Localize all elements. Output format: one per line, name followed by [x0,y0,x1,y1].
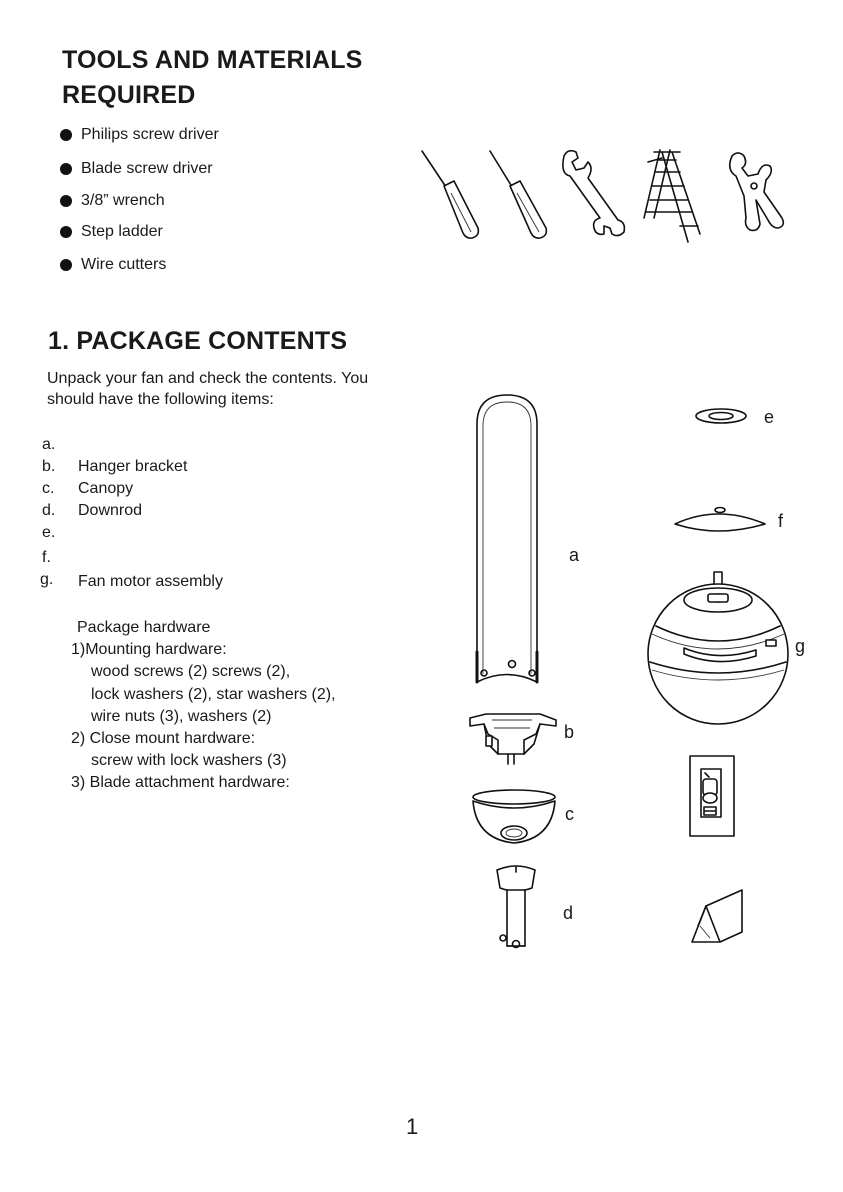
bullet-icon [60,163,72,175]
page-number: 1 [406,1114,419,1139]
part-label-d: d [563,903,574,923]
part-label-b: b [564,722,575,742]
wire-cutters-icon [730,153,784,230]
hardware-line: screw with lock washers (3) [91,752,287,769]
item-letter: b. [42,458,56,475]
hardware-line: lock washers (2), star washers (2), [91,686,336,703]
cover-plate-icon [672,500,772,540]
part-label-e: e [764,407,775,427]
item-text: Downrod [78,502,143,519]
philips-screwdriver-icon [422,151,478,238]
item-letter: e. [42,524,56,541]
canopy-icon [470,787,560,847]
part-label-c: c [565,804,574,824]
hardware-line: 1)Mounting hardware: [71,641,227,658]
package-contents-title: 1. PACKAGE CONTENTS [48,327,348,355]
hardware-line: 3) Blade attachment hardware: [71,774,290,791]
tool-item: Wire cutters [81,256,167,273]
downrod-icon [494,862,544,957]
fan-blade-icon [470,392,560,692]
item-text: Fan motor assembly [78,573,223,590]
part-label-f: f [778,511,784,531]
item-letter: f. [42,549,51,566]
tools-illustration [418,148,788,248]
wrench-icon [563,151,625,236]
bullet-icon [60,129,72,141]
bullet-icon [60,226,72,238]
bullet-icon [60,195,72,207]
fan-motor-assembly-icon [644,570,794,725]
hardware-title: Package hardware [77,619,211,636]
item-text: Hanger bracket [78,458,188,475]
tools-title-line2: REQUIRED [62,81,196,109]
hanger-bracket-icon [468,710,563,770]
bullet-icon [60,259,72,271]
item-text: Canopy [78,480,134,497]
washer-ring-icon [693,404,753,428]
tools-title-line1: TOOLS AND MATERIALS [62,46,363,74]
part-label-g: g [795,636,806,656]
hardware-line: wood screws (2) screws (2), [91,663,291,680]
hardware-bag-icon [690,886,748,948]
item-letter: d. [42,502,56,519]
item-letter: g. [40,571,54,588]
package-intro-line2: should have the following items: [47,391,274,408]
item-letter: c. [42,480,55,497]
receiver-switch-icon [689,755,737,839]
tool-item: Philips screw driver [81,126,219,143]
item-letter: a. [42,436,56,453]
tool-item: Step ladder [81,223,163,240]
blade-screwdriver-icon [490,151,546,238]
tool-item: Blade screw driver [81,160,213,177]
package-intro-line1: Unpack your fan and check the contents. You [47,370,369,387]
step-ladder-icon [644,150,700,242]
tool-item: 3/8” wrench [81,192,165,209]
hardware-line: wire nuts (3), washers (2) [91,708,272,725]
part-label-a: a [569,545,580,565]
hardware-line: 2) Close mount hardware: [71,730,256,747]
